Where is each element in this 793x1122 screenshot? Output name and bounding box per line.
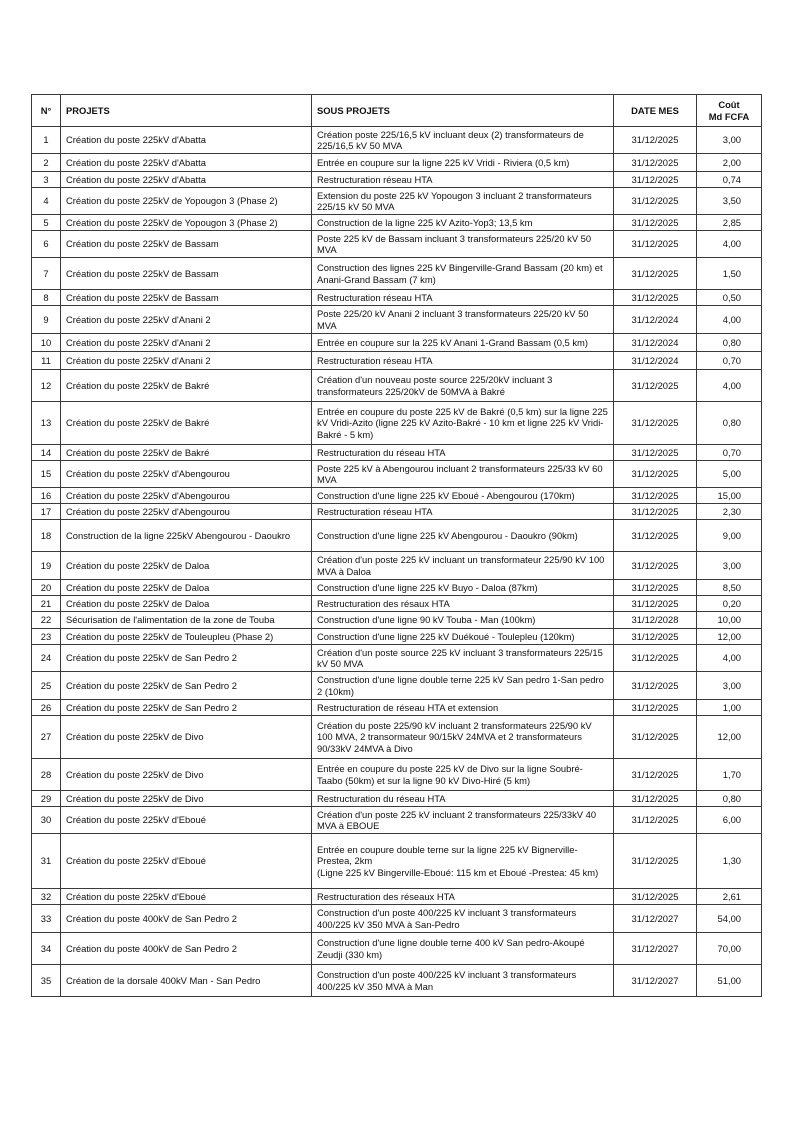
row-projet: Création du poste 225kV d'Anani 2 xyxy=(61,306,312,334)
row-number: 22 xyxy=(32,612,61,629)
row-cout: 3,00 xyxy=(697,672,762,700)
row-number: 2 xyxy=(32,154,61,172)
table-row xyxy=(32,580,762,596)
row-date-mes: 31/12/2025 xyxy=(614,402,697,445)
row-sous-projet: Construction de la ligne 225 kV Azito-Yop3; 13,5 km xyxy=(312,215,614,231)
row-cout: 1,50 xyxy=(697,258,762,290)
row-sous-projet: Poste 225/20 kV Anani 2 incluant 3 transformateurs 225/20 kV 50 MVA xyxy=(312,306,614,334)
row-sous-projet: Construction d'une ligne double terne 400 kV San pedro-Akoupé Zeudji (330 km) xyxy=(312,933,614,965)
row-sous-projet: Construction des lignes 225 kV Bingerville-Grand Bassam (20 km) et Anani-Grand Bassam (7 km) xyxy=(312,258,614,290)
row-projet: Sécurisation de l'alimentation de la zone de Touba xyxy=(61,612,312,629)
row-cout: 12,00 xyxy=(697,629,762,645)
table-row xyxy=(32,306,762,334)
row-projet: Création du poste 225kV de Daloa xyxy=(61,596,312,612)
row-date-mes: 31/12/2025 xyxy=(614,834,697,889)
table-row xyxy=(32,352,762,370)
row-cout: 2,85 xyxy=(697,215,762,231)
row-date-mes: 31/12/2025 xyxy=(614,520,697,552)
table-row xyxy=(32,334,762,352)
table-row xyxy=(32,791,762,807)
row-cout: 1,00 xyxy=(697,700,762,716)
table-row xyxy=(32,807,762,834)
row-date-mes: 31/12/2027 xyxy=(614,933,697,965)
row-cout: 5,00 xyxy=(697,461,762,488)
row-date-mes: 31/12/2025 xyxy=(614,629,697,645)
row-number: 26 xyxy=(32,700,61,716)
row-cout: 1,70 xyxy=(697,759,762,791)
row-date-mes: 31/12/2025 xyxy=(614,580,697,596)
table-row xyxy=(32,834,762,889)
row-number: 15 xyxy=(32,461,61,488)
row-projet: Création du poste 225kV de Bakré xyxy=(61,370,312,402)
row-projet: Création du poste 225kV d'Abengourou xyxy=(61,504,312,520)
header-number: N° xyxy=(32,95,61,127)
row-cout: 3,00 xyxy=(697,127,762,154)
row-projet: Création du poste 225kV d'Eboué xyxy=(61,889,312,905)
row-date-mes: 31/12/2025 xyxy=(614,700,697,716)
row-number: 8 xyxy=(32,290,61,306)
row-date-mes: 31/12/2025 xyxy=(614,889,697,905)
row-date-mes: 31/12/2025 xyxy=(614,807,697,834)
row-cout: 12,00 xyxy=(697,716,762,759)
table-row xyxy=(32,629,762,645)
row-cout: 0,80 xyxy=(697,791,762,807)
row-sous-projet: Poste 225 kV de Bassam incluant 3 transformateurs 225/20 kV 50 MVA xyxy=(312,231,614,258)
row-sous-projet: Restructuration des résaux HTA xyxy=(312,596,614,612)
table-row xyxy=(32,215,762,231)
row-number: 28 xyxy=(32,759,61,791)
row-date-mes: 31/12/2025 xyxy=(614,215,697,231)
row-projet: Création du poste 225kV de Daloa xyxy=(61,552,312,580)
row-number: 33 xyxy=(32,905,61,933)
row-projet: Création du poste 225kV d'Eboué xyxy=(61,834,312,889)
row-number: 7 xyxy=(32,258,61,290)
row-cout: 0,20 xyxy=(697,596,762,612)
row-date-mes: 31/12/2025 xyxy=(614,504,697,520)
row-date-mes: 31/12/2025 xyxy=(614,154,697,172)
table-row xyxy=(32,258,762,290)
row-number: 10 xyxy=(32,334,61,352)
row-sous-projet: Création du poste 225/90 kV incluant 2 transformateurs 225/90 kV 100 MVA, 2 transormateur 90/15kV 24MVA et 2 transformateurs 90/33kV 24MVA à Divo xyxy=(312,716,614,759)
table-row xyxy=(32,520,762,552)
row-cout: 51,00 xyxy=(697,965,762,997)
row-projet: Création de la dorsale 400kV Man - San Pedro xyxy=(61,965,312,997)
row-cout: 2,00 xyxy=(697,154,762,172)
table-row xyxy=(32,127,762,154)
header-projets: PROJETS xyxy=(61,95,312,127)
row-cout: 3,50 xyxy=(697,188,762,215)
row-projet: Création du poste 225kV de Bakré xyxy=(61,402,312,445)
table-row xyxy=(32,231,762,258)
row-date-mes: 31/12/2027 xyxy=(614,965,697,997)
row-sous-projet: Extension du poste 225 kV Yopougon 3 incluant 2 transformateurs 225/15 kV 50 MVA xyxy=(312,188,614,215)
table-row xyxy=(32,889,762,905)
row-sous-projet: Restructuration réseau HTA xyxy=(312,504,614,520)
table-row xyxy=(32,370,762,402)
row-projet: Création du poste 225kV d'Abengourou xyxy=(61,461,312,488)
row-projet: Création du poste 225kV de Divo xyxy=(61,791,312,807)
row-number: 9 xyxy=(32,306,61,334)
row-projet: Création du poste 225kV de Yopougon 3 (Phase 2) xyxy=(61,188,312,215)
row-sous-projet: Création d'un nouveau poste source 225/20kV incluant 3 transformateurs 225/20kV de 50MVA à Bakré xyxy=(312,370,614,402)
row-number: 31 xyxy=(32,834,61,889)
table-row xyxy=(32,402,762,445)
row-cout: 15,00 xyxy=(697,488,762,504)
row-date-mes: 31/12/2025 xyxy=(614,552,697,580)
row-sous-projet: Entrée en coupure double terne sur la ligne 225 kV Bignerville-Prestea, 2km (Ligne 225 kV Bingerville-Eboué: 115 km et Eboué -Prestea: 45 km) xyxy=(312,834,614,889)
table-row xyxy=(32,172,762,188)
row-number: 21 xyxy=(32,596,61,612)
table-row xyxy=(32,154,762,172)
row-date-mes: 31/12/2028 xyxy=(614,612,697,629)
header-date-mes: DATE MES xyxy=(614,95,697,127)
row-date-mes: 31/12/2025 xyxy=(614,716,697,759)
table-row xyxy=(32,290,762,306)
table-row xyxy=(32,188,762,215)
row-sous-projet: Construction d'une ligne 225 kV Abengourou - Daoukro (90km) xyxy=(312,520,614,552)
row-projet: Création du poste 225kV de Yopougon 3 (Phase 2) xyxy=(61,215,312,231)
row-sous-projet: Création d'un poste source 225 kV incluant 3 transformateurs 225/15 kV 50 MVA xyxy=(312,645,614,672)
row-projet: Création du poste 225kV de Bakré xyxy=(61,445,312,461)
row-date-mes: 31/12/2025 xyxy=(614,461,697,488)
row-number: 14 xyxy=(32,445,61,461)
row-sous-projet: Construction d'une ligne double terne 225 kV San pedro 1-San pedro 2 (10km) xyxy=(312,672,614,700)
row-number: 18 xyxy=(32,520,61,552)
row-date-mes: 31/12/2025 xyxy=(614,370,697,402)
row-projet: Création du poste 225kV d'Abatta xyxy=(61,154,312,172)
row-projet: Création du poste 225kV de Touleupleu (Phase 2) xyxy=(61,629,312,645)
row-number: 19 xyxy=(32,552,61,580)
row-number: 3 xyxy=(32,172,61,188)
row-projet: Création du poste 225kV d'Eboué xyxy=(61,807,312,834)
row-sous-projet: Construction d'une ligne 225 kV Buyo - Daloa (87km) xyxy=(312,580,614,596)
table-row xyxy=(32,700,762,716)
header-row xyxy=(32,95,762,127)
row-sous-projet: Construction d'une ligne 225 kV Duékoué - Toulepleu (120km) xyxy=(312,629,614,645)
table-body xyxy=(32,127,762,997)
row-cout: 4,00 xyxy=(697,306,762,334)
row-projet: Création du poste 225kV de San Pedro 2 xyxy=(61,645,312,672)
row-cout: 9,00 xyxy=(697,520,762,552)
row-date-mes: 31/12/2025 xyxy=(614,127,697,154)
row-cout: 4,00 xyxy=(697,370,762,402)
row-date-mes: 31/12/2025 xyxy=(614,290,697,306)
row-number: 24 xyxy=(32,645,61,672)
row-projet: Création du poste 400kV de San Pedro 2 xyxy=(61,933,312,965)
table-row xyxy=(32,965,762,997)
table-row xyxy=(32,905,762,933)
row-number: 17 xyxy=(32,504,61,520)
row-date-mes: 31/12/2025 xyxy=(614,791,697,807)
row-number: 12 xyxy=(32,370,61,402)
row-cout: 8,50 xyxy=(697,580,762,596)
row-projet: Création du poste 225kV de Bassam xyxy=(61,290,312,306)
row-projet: Création du poste 225kV d'Abatta xyxy=(61,172,312,188)
row-sous-projet: Création d'un poste 225 kV incluant 2 transformateurs 225/33kV 40 MVA à EBOUE xyxy=(312,807,614,834)
row-sous-projet: Restructuration de réseau HTA et extension xyxy=(312,700,614,716)
row-projet: Création du poste 225kV d'Abengourou xyxy=(61,488,312,504)
row-date-mes: 31/12/2024 xyxy=(614,352,697,370)
row-cout: 1,30 xyxy=(697,834,762,889)
row-date-mes: 31/12/2025 xyxy=(614,596,697,612)
row-number: 1 xyxy=(32,127,61,154)
row-number: 30 xyxy=(32,807,61,834)
row-cout: 10,00 xyxy=(697,612,762,629)
row-date-mes: 31/12/2025 xyxy=(614,231,697,258)
row-sous-projet: Restructuration du réseau HTA xyxy=(312,791,614,807)
row-sous-projet: Poste 225 kV à Abengourou incluant 2 transformateurs 225/33 kV 60 MVA xyxy=(312,461,614,488)
row-projet: Création du poste 225kV de Daloa xyxy=(61,580,312,596)
row-projet: Création du poste 225kV de San Pedro 2 xyxy=(61,672,312,700)
row-date-mes: 31/12/2025 xyxy=(614,488,697,504)
row-sous-projet: Restructuration réseau HTA xyxy=(312,352,614,370)
row-projet: Création du poste 225kV de San Pedro 2 xyxy=(61,700,312,716)
row-projet: Création du poste 225kV d'Anani 2 xyxy=(61,334,312,352)
row-sous-projet: Restructuration réseau HTA xyxy=(312,172,614,188)
table-row xyxy=(32,552,762,580)
row-projet: Création du poste 400kV de San Pedro 2 xyxy=(61,905,312,933)
row-cout: 0,70 xyxy=(697,352,762,370)
row-sous-projet: Entrée en coupure sur la ligne 225 kV Vridi - Riviera (0,5 km) xyxy=(312,154,614,172)
row-sous-projet: Restructuration des réseaux HTA xyxy=(312,889,614,905)
row-cout: 0,80 xyxy=(697,334,762,352)
table-row xyxy=(32,461,762,488)
table-row xyxy=(32,504,762,520)
row-number: 29 xyxy=(32,791,61,807)
row-number: 13 xyxy=(32,402,61,445)
table-row xyxy=(32,759,762,791)
row-number: 32 xyxy=(32,889,61,905)
row-projet: Construction de la ligne 225kV Abengourou - Daoukro xyxy=(61,520,312,552)
row-number: 4 xyxy=(32,188,61,215)
projects-table xyxy=(31,94,762,997)
row-number: 11 xyxy=(32,352,61,370)
row-sous-projet: Restructuration réseau HTA xyxy=(312,290,614,306)
row-sous-projet: Restructuration du réseau HTA xyxy=(312,445,614,461)
row-date-mes: 31/12/2025 xyxy=(614,672,697,700)
row-number: 23 xyxy=(32,629,61,645)
header-cout: Coût Md FCFA xyxy=(697,95,762,127)
row-sous-projet: Construction d'un poste 400/225 kV incluant 3 transformateurs 400/225 kV 350 MVA à Man xyxy=(312,965,614,997)
row-cout: 0,80 xyxy=(697,402,762,445)
row-number: 16 xyxy=(32,488,61,504)
row-number: 27 xyxy=(32,716,61,759)
row-sous-projet: Construction d'un poste 400/225 kV incluant 3 transformateurs 400/225 kV 350 MVA à San-Pedro xyxy=(312,905,614,933)
row-projet: Création du poste 225kV de Divo xyxy=(61,759,312,791)
table-row xyxy=(32,445,762,461)
row-sous-projet: Construction d'une ligne 90 kV Touba - Man (100km) xyxy=(312,612,614,629)
row-projet: Création du poste 225kV d'Abatta xyxy=(61,127,312,154)
row-projet: Création du poste 225kV de Divo xyxy=(61,716,312,759)
row-sous-projet: Entrée en coupure du poste 225 kV de Divo sur la ligne Soubré-Taabo (50km) et sur la ligne 90 kV Divo-Hiré (5 km) xyxy=(312,759,614,791)
row-sous-projet: Entrée en coupure du poste 225 kV de Bakré (0,5 km) sur la ligne 225 kV Vridi-Azito (ligne 225 kV Azito-Bakré - 10 km et ligne 225 kV Vridi-Bakré - 5 km) xyxy=(312,402,614,445)
table-row xyxy=(32,716,762,759)
row-cout: 3,00 xyxy=(697,552,762,580)
row-cout: 4,00 xyxy=(697,231,762,258)
table-row xyxy=(32,612,762,629)
row-projet: Création du poste 225kV de Bassam xyxy=(61,258,312,290)
table-row xyxy=(32,596,762,612)
row-sous-projet: Création poste 225/16,5 kV incluant deux (2) transformateurs de 225/16,5 kV 50 MVA xyxy=(312,127,614,154)
header-sous-projets: SOUS PROJETS xyxy=(312,95,614,127)
row-cout: 0,74 xyxy=(697,172,762,188)
row-date-mes: 31/12/2025 xyxy=(614,258,697,290)
row-cout: 70,00 xyxy=(697,933,762,965)
row-date-mes: 31/12/2025 xyxy=(614,759,697,791)
row-cout: 0,50 xyxy=(697,290,762,306)
row-date-mes: 31/12/2025 xyxy=(614,188,697,215)
row-cout: 0,70 xyxy=(697,445,762,461)
row-projet: Création du poste 225kV d'Anani 2 xyxy=(61,352,312,370)
row-number: 34 xyxy=(32,933,61,965)
row-cout: 2,61 xyxy=(697,889,762,905)
row-sous-projet: Entrée en coupure sur la 225 kV Anani 1-Grand Bassam (0,5 km) xyxy=(312,334,614,352)
row-date-mes: 31/12/2027 xyxy=(614,905,697,933)
row-date-mes: 31/12/2024 xyxy=(614,334,697,352)
row-cout: 4,00 xyxy=(697,645,762,672)
row-projet: Création du poste 225kV de Bassam xyxy=(61,231,312,258)
row-date-mes: 31/12/2025 xyxy=(614,645,697,672)
row-number: 25 xyxy=(32,672,61,700)
table-row xyxy=(32,933,762,965)
table-row xyxy=(32,488,762,504)
row-cout: 2,30 xyxy=(697,504,762,520)
table-row xyxy=(32,672,762,700)
row-number: 6 xyxy=(32,231,61,258)
row-cout: 54,00 xyxy=(697,905,762,933)
table-row xyxy=(32,645,762,672)
row-sous-projet: Construction d'une ligne 225 kV Eboué - Abengourou (170km) xyxy=(312,488,614,504)
row-number: 5 xyxy=(32,215,61,231)
row-date-mes: 31/12/2025 xyxy=(614,445,697,461)
row-date-mes: 31/12/2024 xyxy=(614,306,697,334)
row-cout: 6,00 xyxy=(697,807,762,834)
row-sous-projet: Création d'un poste 225 kV incluant un transformateur 225/90 kV 100 MVA à Daloa xyxy=(312,552,614,580)
row-number: 35 xyxy=(32,965,61,997)
row-number: 20 xyxy=(32,580,61,596)
row-date-mes: 31/12/2025 xyxy=(614,172,697,188)
